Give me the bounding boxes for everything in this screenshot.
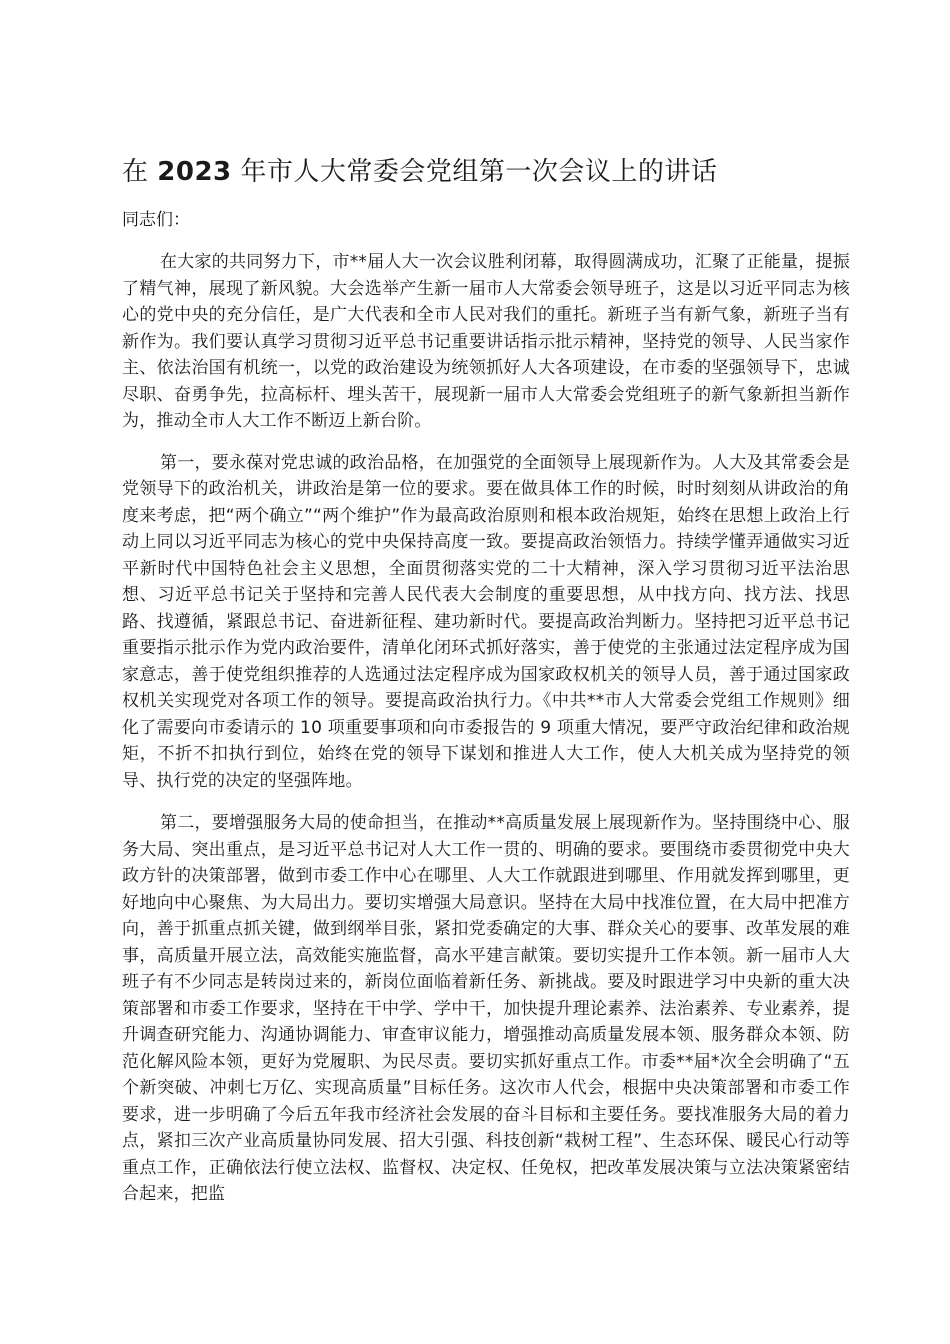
title-prefix: 在 bbox=[122, 157, 158, 187]
paragraph-first-point: 第一，要永葆对党忠诚的政治品格，在加强党的全面领导上展现新作为。人大及其常委会是党领导下的政治机关，讲政治是第一位的要求。要在做具体工作的时候，时时刻刻从讲政治的角度来考虑，把“两个确立”“两个维护”作为最高政治原则和根本政治规矩，始终在思想上政治上行动上同以习近平同志为核心的党中央保持高度一致。要提高政治领悟力。持续学懂弄通做实习近平新时代中国特色社会主义思想，全面贯彻落实党的二十大精神，深入学习贯彻习近平法治思想、习近平总书记关于坚持和完善人民代表大会制度的重要思想，从中找方向、找方法、找思路、找遵循，紧跟总书记、奋进新征程、建功新时代。要提高政治判断力。坚持把习近平总书记重要指示批示作为党内政治要件，清单化闭环式抓好落实，善于使党的主张通过法定程序成为国家意志，善于使党组织推荐的人选通过法定程序成为国家政权机关的领导人员，善于通过国家政权机关实现党对各项工作的领导。要提高政治执行力。《中共**市人大常委会党组工作规则》细化了需要向市委请示的 10 项重要事项和向市委报告的 9 项重大情况，要严守政治纪律和政治规矩，不折不扣执行到位，始终在党的领导下谋划和推进人大工作，使人大机关成为坚持党的领导、执行党的决定的坚强阵地。 bbox=[122, 452, 850, 791]
document-title bbox=[122, 152, 850, 192]
paragraph-second-point: 第二，要增强服务大局的使命担当，在推动**高质量发展上展现新作为。坚持围绕中心、服务大局、突出重点，是习近平总书记对人大工作一贯的、明确的要求。要围绕市委贯彻党中央大政方针的决策部署，做到市委工作中心在哪里、人大工作就跟进到哪里、作用就发挥到哪里，更好地向中心聚焦、为大局出力。要切实增强大局意识。坚持在大局中找准位置，在大局中把准方向，善于抓重点抓关键，做到纲举目张，紧扣党委确定的大事、群众关心的要事、改革发展的难事，高质量开展立法，高效能实施监督，高水平建言献策。要切实提升工作本领。新一届市人大班子有不少同志是转岗过来的，新岗位面临着新任务、新挑战。要及时跟进学习中央新的重大决策部署和市委工作要求，坚持在干中学、学中干，加快提升理论素养、法治素养、专业素养，提升调查研究能力、沟通协调能力、审查审议能力，增强推动高质量发展本领、服务群众本领、防范化解风险本领，更好为党履职、为民尽责。要切实抓好重点工作。市委**届*次全会明确了“五个新突破、冲刺七万亿、实现高质量”目标任务。这次市人代会，根据中央决策部署和市委工作要求，进一步明确了今后五年我市经济社会发展的奋斗目标和主要任务。要找准服务大局的着力点，紧扣三次产业高质量协同发展、招大引强、科技创新“栽树工程”、生态环保、暖民心行动等重点工作，正确依法行使立法权、监督权、决定权、任免权，把改革发展决策与立法决策紧密结合起来，把监 bbox=[122, 813, 850, 1204]
paragraph-intro: 在大家的共同努力下，市**届人大一次会议胜利闭幕，取得圆满成功，汇聚了正能量，提振了精气神，展现了新风貌。大会选举产生新一届市人大常委会领导班子，这是以习近平同志为核心的党中央的充分信任，是广大代表和全市人民对我们的重托。新班子当有新气象，新班子当有新作为。我们要认真学习贯彻习近平总书记重要讲话指示批示精神，坚持党的领导、人民当家作主、依法治国有机统一，以党的政治建设为统领抓好人大各项建设，在市委的坚强领导下，忠诚尽职、奋勇争先，拉高标杆、埋头苦干，展现新一届市人大常委会党组班子的新气象新担当新作为，推动全市人大工作不断迈上新台阶。 bbox=[122, 252, 850, 431]
salutation: 同志们： bbox=[122, 210, 190, 230]
title-suffix: 年市人大常委会党组第一次会议上的讲话 bbox=[231, 157, 718, 187]
title-year: 2023 bbox=[157, 157, 232, 187]
document-page bbox=[122, 0, 850, 1208]
